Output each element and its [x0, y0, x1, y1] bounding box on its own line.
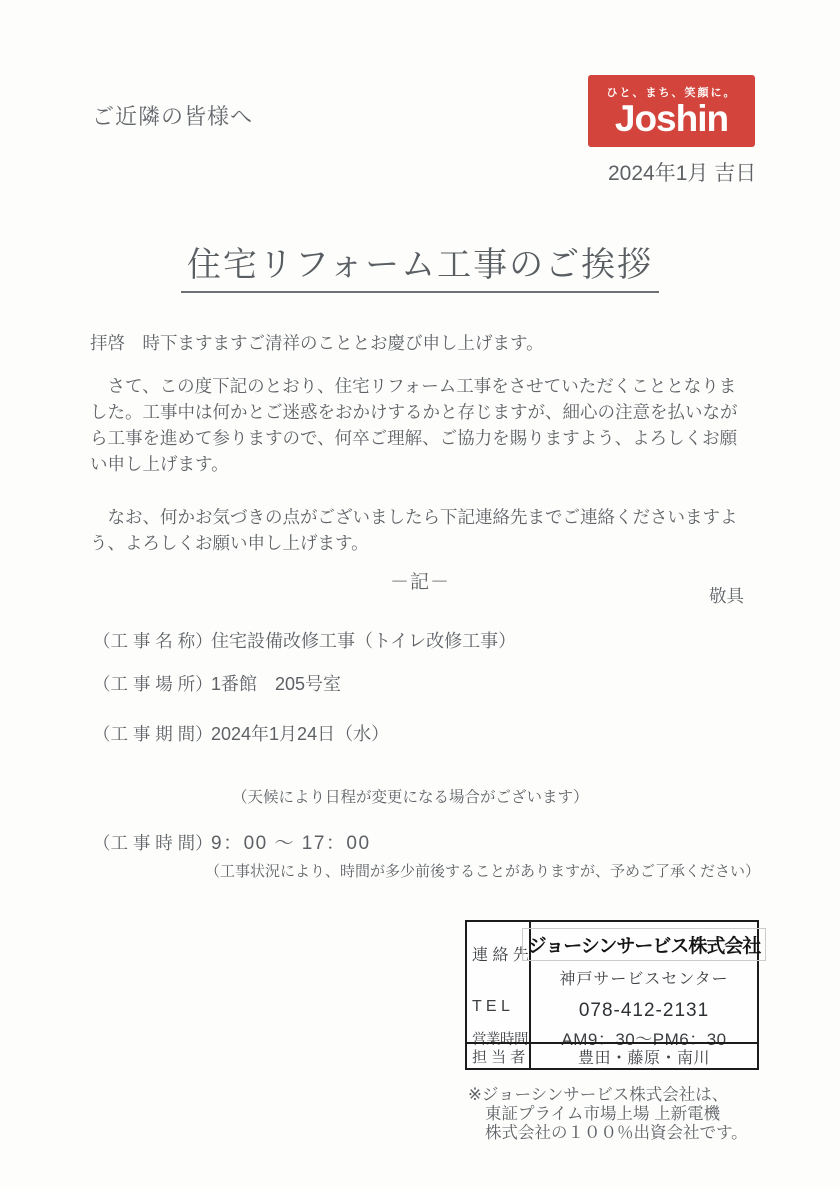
contact-content-column	[527, 922, 761, 1049]
recipient-line: ご近隣の皆様へ	[92, 104, 254, 129]
detail-label: （工 事 名 称）	[93, 631, 213, 651]
paragraph-notice: さて、この度下記のとおり、住宅リフォーム工事をさせていただくこととなりました。工事中は何かとご迷惑をおかけするかと存じますが、細心の注意を払いながら工事を進めて参りますので、何卒ご理解、ご協力を賜りますよう、よろしくお願い申し上げます。	[90, 376, 738, 474]
detail-value: 住宅設備改修工事（トイレ改修工事）	[211, 631, 517, 651]
company-name: ジョーシンサービス株式会社	[522, 928, 767, 961]
detail-value: 2024年1月24日（水）	[211, 724, 390, 744]
staff-names: 豊田・藤原・南川	[577, 1049, 710, 1067]
paragraph-contact: なお、何かお気づきの点がございましたら下記連絡先までご連絡くださいますよう、よろしくお願い申し上げます。	[90, 507, 738, 553]
detail-label: （工 事 時 間）	[93, 833, 213, 853]
detail-row-name	[93, 627, 516, 653]
detail-row-time	[93, 828, 371, 855]
staff-label: 担 当 者	[467, 1044, 531, 1068]
detail-value: 9：00 ～ 17：00	[211, 833, 371, 854]
service-center-name: 神戸サービスセンター	[559, 971, 729, 988]
detail-note-weather: （天候により日程が変更になる場合がございます）	[232, 789, 589, 806]
footnote-line3: 株式会社の１００％出資会社です。	[485, 1124, 748, 1142]
detail-row-place	[93, 670, 341, 696]
contact-label: 連 絡 先	[472, 947, 529, 964]
detail-value: 1番館 205号室	[211, 674, 342, 694]
tel-label: T E L	[472, 998, 510, 1015]
business-hours: AM9：30～PM6：30	[561, 1030, 727, 1049]
date-line: 2024年1月 吉日	[608, 162, 757, 185]
footnote-line2: 東証プライム市場上場 上新電機	[485, 1105, 721, 1123]
page-title: 住宅リフォーム工事のご挨拶	[181, 237, 659, 293]
record-marker: －記－	[389, 572, 450, 593]
phone-number: 078-412-2131	[578, 1000, 710, 1021]
detail-label: （工 事 場 所）	[93, 674, 213, 694]
footnote-line1: ※ジョーシンサービス株式会社は、	[468, 1086, 729, 1104]
title-wrap	[0, 237, 840, 293]
logo-brand-text: Joshin	[614, 98, 729, 139]
joshin-logo	[588, 75, 755, 147]
paragraph-opening: 拝啓 時下ますますご清祥のこととお慶び申し上げます。	[90, 333, 544, 353]
detail-row-period	[93, 720, 389, 746]
closing-keigu: 敬具	[709, 586, 744, 606]
contact-main-section	[467, 922, 761, 1049]
contact-staff-row	[467, 1042, 757, 1068]
company-footnote	[468, 1086, 748, 1143]
contact-info-box	[465, 920, 759, 1070]
logo-tagline: ひと、まち、笑顔に。	[606, 87, 737, 99]
detail-label: （工 事 期 間）	[93, 724, 213, 744]
hours-label: 営業時間	[472, 1032, 528, 1048]
detail-note-schedule: （工事状況により、時間が多少前後することがありますが、予めご了承ください）	[205, 863, 761, 880]
